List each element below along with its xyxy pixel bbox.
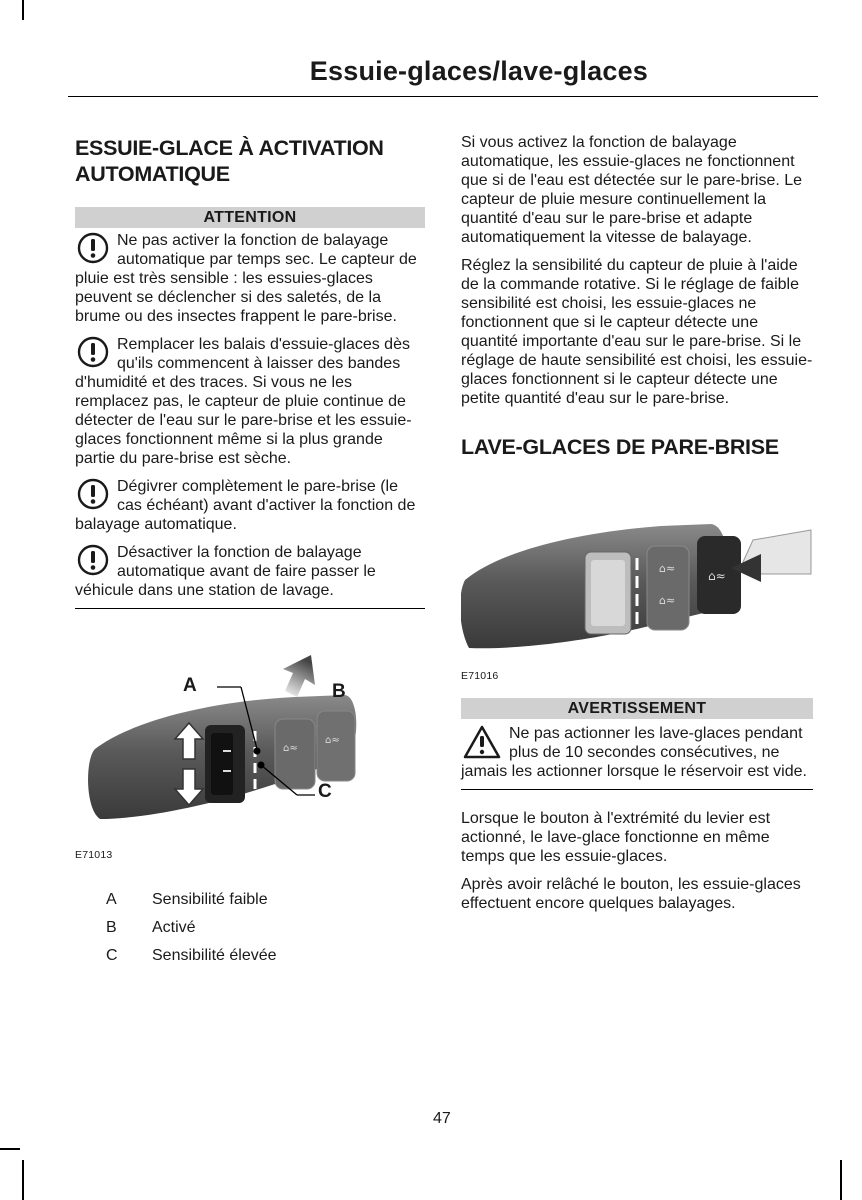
warning-item — [461, 724, 813, 781]
section-heading-auto-wipe: ESSUIE-GLACE À ACTIVATION AUTOMATIQUE — [75, 136, 384, 186]
svg-text:⌂≈: ⌂≈ — [659, 594, 676, 607]
wiper-stalk-illustration — [75, 639, 425, 869]
warning-text: Désactiver la fonction de balayage automatique avant de faire passer le véhicule dans une station de lavage. — [75, 544, 376, 599]
warning-item — [75, 335, 425, 468]
warning-item — [75, 543, 425, 600]
crop-mark-bottom-left-h — [0, 1148, 20, 1150]
warning-text: Remplacer les balais d'essuie-glaces dès qu'ils commencent à laisser des bandes d'humidité et des traces. Si vous ne les remplacez pas, le capteur de pluie continue de détecter de l'eau sur le pare-brise et les essuie-glaces fonctionnent même si la plus grande partie du pare-brise est sèche. — [75, 336, 412, 467]
legend-row — [75, 919, 425, 947]
warning-text: Ne pas activer la fonction de balayage automatique par temps sec. Le capteur de pluie est très sensible : les essuies-glaces peuvent se déclencher si des saletés, de la brume ou des insectes frappent le pare-brise. — [75, 232, 417, 325]
paragraph: Si vous activez la fonction de balayage automatique, les essuie-glaces ne fonctionnent que si de l'eau est détectée sur le pare-brise. Le capteur de pluie mesure continuellement la quantité d'eau sur le pare-brise et adapte automatiquement la vitesse de balayage. — [461, 134, 803, 246]
page-header — [68, 48, 818, 97]
warning-item — [75, 477, 425, 534]
legend-key: B — [106, 919, 117, 936]
right-column — [461, 130, 813, 913]
page-title: Essuie-glaces/lave-glaces — [309, 56, 648, 86]
crop-mark-top-left — [22, 0, 24, 20]
divider — [75, 608, 425, 609]
crop-mark-bottom-left-v — [22, 1160, 24, 1200]
legend-value: Activé — [152, 919, 196, 936]
figure-code: E71013 — [75, 849, 113, 861]
figure-wiper-stalk — [75, 639, 425, 869]
divider — [461, 789, 813, 790]
paragraph: Après avoir relâché le bouton, les essuie-glaces effectuent encore quelques balayages. — [461, 876, 801, 912]
warning-item — [75, 231, 425, 326]
callout-c: C — [318, 781, 332, 802]
legend-row — [75, 891, 425, 919]
svg-text:⌂≈: ⌂≈ — [659, 562, 676, 575]
crop-mark-bottom-right-v — [840, 1160, 842, 1200]
exclamation-circle-icon — [77, 478, 111, 512]
svg-text:⌂≈: ⌂≈ — [283, 743, 298, 754]
legend-key: A — [106, 891, 117, 908]
left-column — [75, 130, 425, 975]
washer-stalk-illustration — [461, 510, 813, 660]
attention-band: ATTENTION — [75, 207, 425, 228]
legend-row — [75, 947, 425, 975]
exclamation-circle-icon — [77, 232, 111, 266]
warning-triangle-icon — [463, 725, 503, 761]
legend-key: C — [106, 947, 118, 964]
callout-a: A — [183, 675, 197, 696]
legend-value: Sensibilité élevée — [152, 947, 277, 964]
section-heading-washer: LAVE-GLACES DE PARE-BRISE — [461, 435, 779, 459]
warning-text: Dégivrer complètement le pare-brise (le cas échéant) avant d'activer la fonction de balayage automatique. — [75, 478, 416, 533]
svg-text:⌂≈: ⌂≈ — [325, 735, 340, 746]
warning-text: Ne pas actionner les lave-glaces pendant plus de 10 secondes consécutives, ne jamais les actionner lorsque le réservoir est vide. — [461, 725, 807, 780]
legend — [75, 891, 425, 975]
legend-value: Sensibilité faible — [152, 891, 268, 908]
avertissement-band: AVERTISSEMENT — [461, 698, 813, 719]
exclamation-circle-icon — [77, 544, 111, 578]
exclamation-circle-icon — [77, 336, 111, 370]
paragraph: Réglez la sensibilité du capteur de pluie à l'aide de la commande rotative. Si le réglage de faible sensibilité est choisi, les essuie-glaces ne fonctionnent que si le capteur détecte une quantité importante d'eau sur le pare-brise. Si le réglage de haute sensibilité est choisi, les essuie-glaces fonctionnent si le capteur détecte une petite quantité d'eau sur le pare-brise. — [461, 257, 813, 407]
svg-text:⌂≈: ⌂≈ — [708, 569, 726, 583]
paragraph: Lorsque le bouton à l'extrémité du levier est actionné, le lave-glace fonctionne en même temps que les essuie-glaces. — [461, 810, 771, 865]
figure-code: E71016 — [461, 670, 499, 682]
callout-b: B — [332, 681, 346, 702]
figure-washer-stalk — [461, 510, 813, 680]
page-number: 47 — [433, 1110, 451, 1127]
